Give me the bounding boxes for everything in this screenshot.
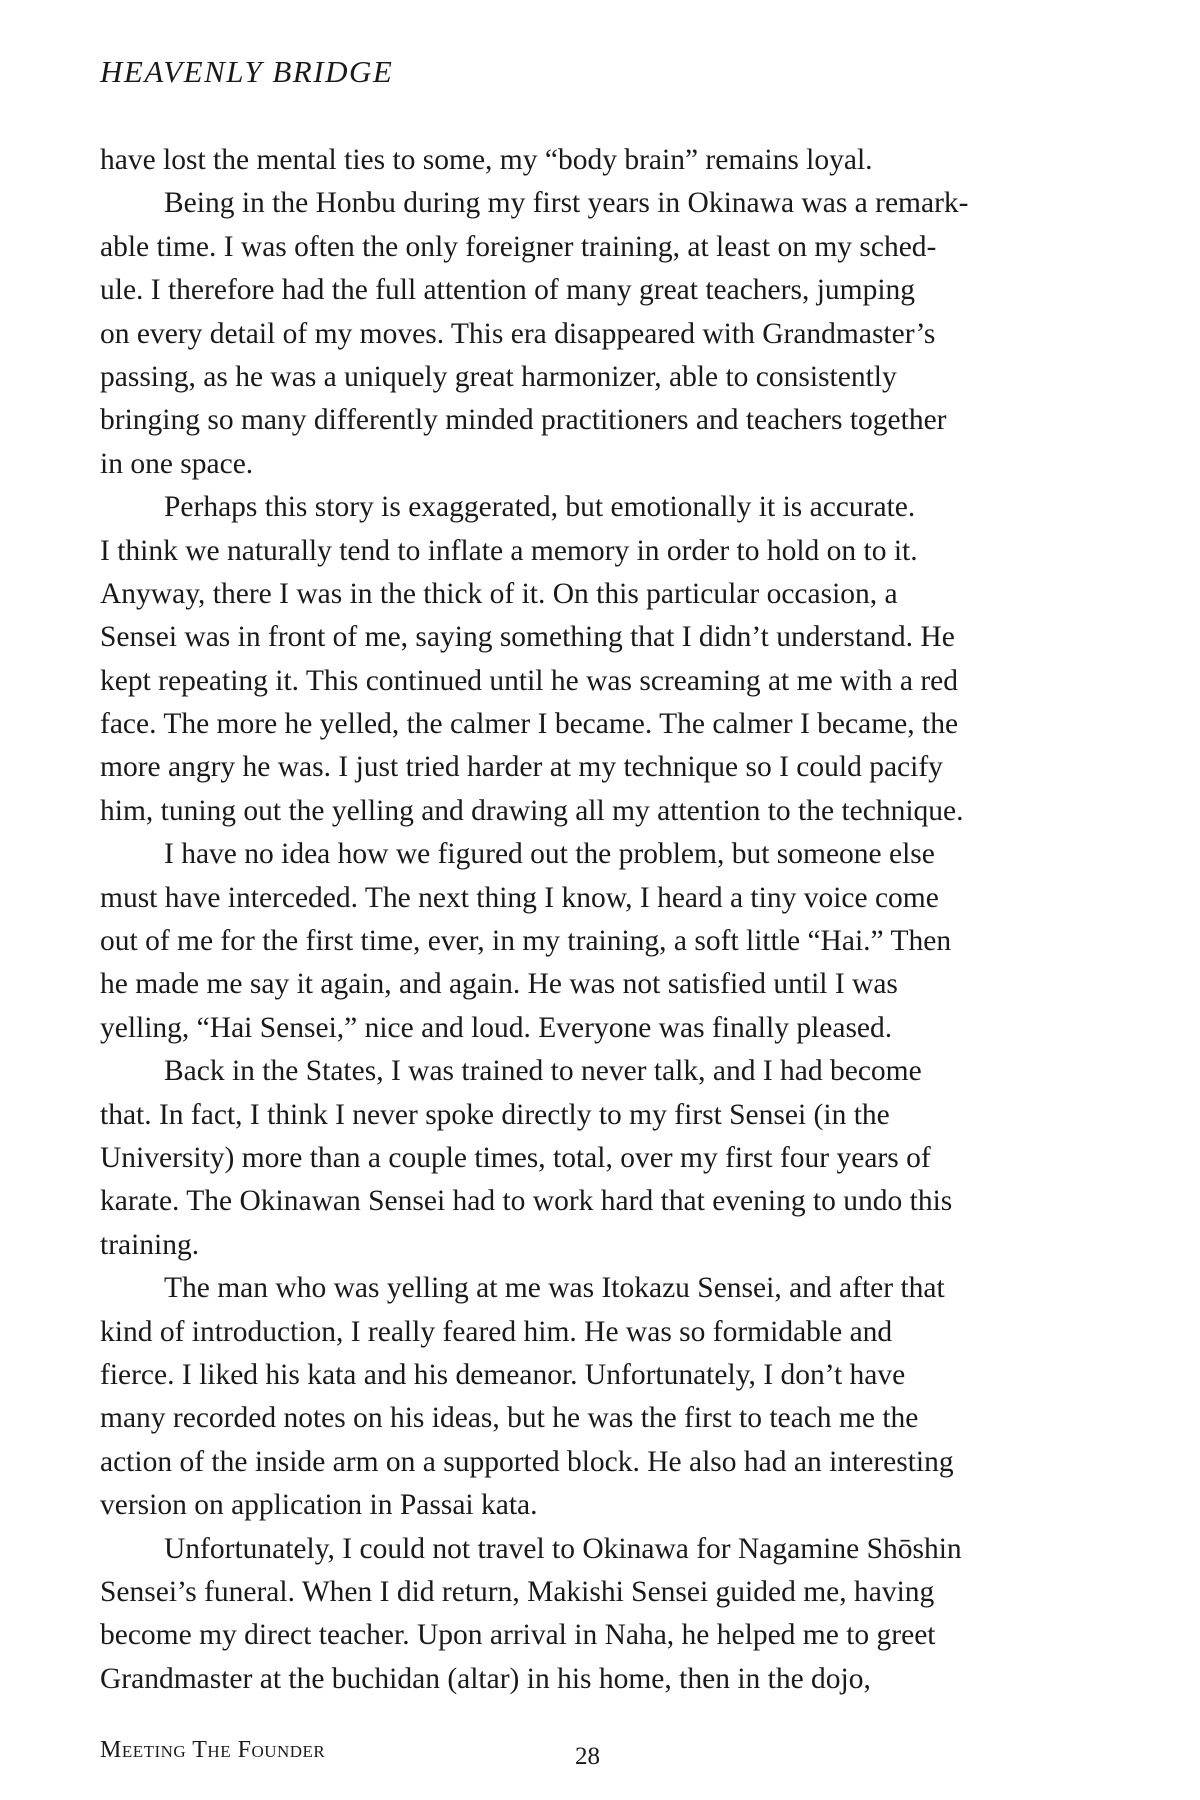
text-line: in one space. [100, 447, 254, 480]
text-line: action of the inside arm on a supported block. He also had an interesting [100, 1445, 954, 1478]
text-line: fierce. I liked his kata and his demeanor. Unfortunately, I don’t have [100, 1358, 906, 1391]
running-head: HEAVENLY BRIDGE [100, 54, 394, 89]
text-line: bringing so many differently minded practitioners and teachers together [100, 404, 947, 437]
paragraph-first-line: Being in the Honbu during my first years in Okinawa was a remark- [164, 187, 969, 220]
text-line: kind of introduction, I really feared him. He was so formidable and [100, 1315, 893, 1348]
text-line: become my direct teacher. Upon arrival in Naha, he helped me to greet [100, 1619, 936, 1652]
text-line: more angry he was. I just tried harder at my technique so I could pacify [100, 751, 943, 784]
text-line: kept repeating it. This continued until he was screaming at me with a red [100, 664, 958, 697]
text-line: Sensei was in front of me, saying something that I didn’t understand. He [100, 621, 955, 654]
text-line: that. In fact, I think I never spoke directly to my first Sensei (in the [100, 1098, 890, 1131]
page-number: 28 [575, 1743, 600, 1770]
text-line: karate. The Okinawan Sensei had to work hard that evening to undo this [100, 1185, 953, 1218]
paragraph-first-line: Perhaps this story is exaggerated, but emotionally it is accurate. [164, 491, 916, 524]
text-line: must have interceded. The next thing I know, I heard a tiny voice come [100, 881, 939, 914]
text-line: able time. I was often the only foreigner training, at least on my sched- [100, 230, 937, 263]
paragraph-first-line: Unfortunately, I could not travel to Okinawa for Nagamine Shōshin [164, 1532, 962, 1565]
text-line: have lost the mental ties to some, my “body brain” remains loyal. [100, 144, 873, 176]
text-line: I think we naturally tend to inflate a memory in order to hold on to it. [100, 534, 918, 567]
paragraph-first-line: The man who was yelling at me was Itokazu Sensei, and after that [164, 1272, 945, 1305]
paragraph-first-line: Back in the States, I was trained to never talk, and I had become [164, 1055, 922, 1088]
text-line: version on application in Passai kata. [100, 1489, 538, 1522]
text-line: Anyway, there I was in the thick of it. On this particular occasion, a [100, 577, 898, 610]
text-line: him, tuning out the yelling and drawing all my attention to the technique. [100, 794, 964, 827]
text-line: on every detail of my moves. This era disappeared with Grandmaster’s [100, 317, 936, 350]
text-line: training. [100, 1228, 200, 1261]
text-line: yelling, “Hai Sensei,” nice and loud. Everyone was finally pleased. [100, 1011, 893, 1044]
footer-section-title: Meeting The Founder [100, 1737, 326, 1763]
body-text [100, 139, 1085, 1701]
text-line: passing, as he was a uniquely great harmonizer, able to consistently [100, 360, 897, 393]
text-line: he made me say it again, and again. He was not satisfied until I was [100, 968, 898, 1001]
text-line: ule. I therefore had the full attention of many great teachers, jumping [100, 274, 916, 307]
text-line: out of me for the first time, ever, in my training, a soft little “Hai.” Then [100, 925, 952, 958]
text-line: University) more than a couple times, total, over my first four years of [100, 1141, 931, 1174]
text-line: face. The more he yelled, the calmer I became. The calmer I became, the [100, 708, 959, 741]
text-line: many recorded notes on his ideas, but he was the first to teach me the [100, 1402, 919, 1435]
paragraph-first-line: I have no idea how we figured out the problem, but someone else [164, 838, 935, 871]
text-line: Sensei’s funeral. When I did return, Makishi Sensei guided me, having [100, 1575, 935, 1608]
text-line: Grandmaster at the buchidan (altar) in his home, then in the dojo, [100, 1662, 871, 1695]
